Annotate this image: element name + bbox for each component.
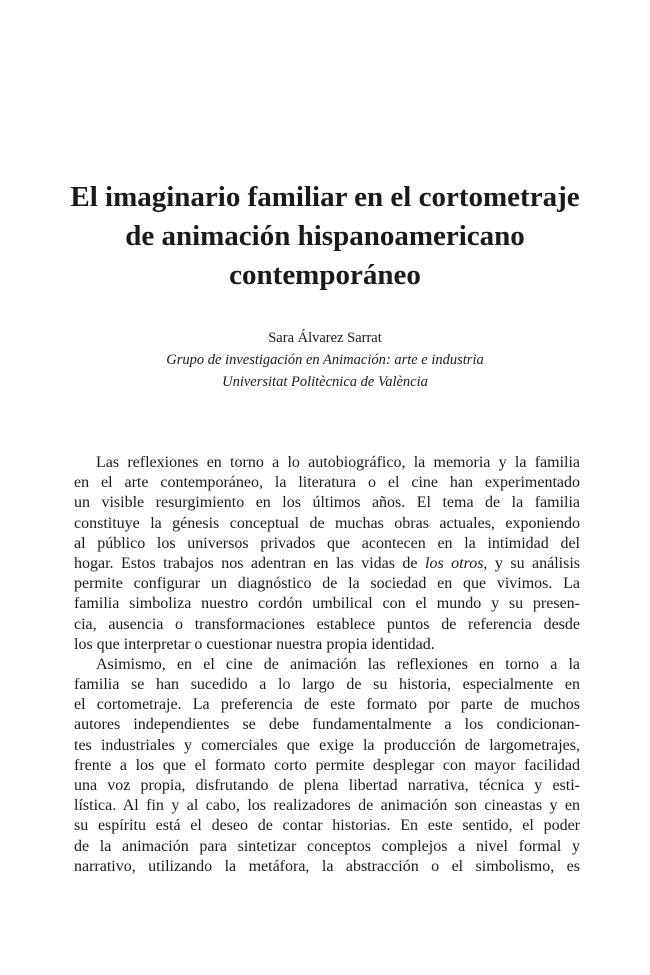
title-line: El imaginario familiar en el cortometraje bbox=[70, 181, 580, 213]
title-line: de animación hispanoamericano bbox=[125, 220, 525, 252]
body-line: el cortometraje. La preferencia de este formato por parte de muchos bbox=[74, 696, 580, 714]
body-line: los que interpretar o cuestionar nuestra propia identidad. bbox=[74, 635, 435, 653]
body-line: familia se han sucedido a lo largo de su historia, especialmente en bbox=[74, 676, 580, 694]
affiliation-university: Universitat Politècnica de València bbox=[222, 374, 428, 390]
article-title bbox=[40, 178, 610, 295]
article-body bbox=[74, 453, 580, 877]
body-text: y su análisis bbox=[494, 554, 581, 572]
author-name: Sara Álvarez Sarrat bbox=[268, 330, 382, 346]
body-line: Las reflexiones en torno a lo autobiográfico, la memoria y la familia bbox=[96, 454, 580, 471]
body-line: tes industriales y comerciales que exige la producción de largometrajes, bbox=[74, 736, 580, 754]
body-line: su espíritu está el deseo de contar historias. En este sentido, el poder bbox=[74, 817, 580, 835]
body-line: una voz propia, disfrutando de plena libertad narrativa, técnica y esti- bbox=[74, 777, 580, 794]
body-line: de la animación para sintetizar conceptos complejos a nivel formal y bbox=[74, 837, 580, 855]
body-line: familia simboliza nuestro cordón umbilical con el mundo y su presen- bbox=[74, 595, 580, 613]
body-line: cia, ausencia o transformaciones establece puntos de referencia desde bbox=[74, 615, 580, 633]
affiliation-group: Grupo de investigación en Animación: arte e industria bbox=[166, 352, 484, 368]
body-text: hogar. Estos trabajos nos adentran en las vidas de bbox=[74, 554, 418, 572]
body-line: lística. Al fin y al cabo, los realizadores de animación son cineastas y en bbox=[74, 797, 580, 815]
byline bbox=[40, 327, 610, 393]
emphasis-text: los otros, bbox=[425, 554, 488, 572]
body-line: Asimismo, en el cine de animación las reflexiones en torno a la bbox=[96, 655, 580, 673]
body-line: constituye la génesis conceptual de muchas obras actuales, exponiendo bbox=[74, 514, 580, 532]
body-line: al público los universos privados que acontecen en la intimidad del bbox=[74, 534, 580, 552]
body-line: narrativo, utilizando la metáfora, la abstracción o el simbolismo, es bbox=[74, 857, 580, 875]
body-line bbox=[74, 554, 580, 574]
body-line: frente a los que el formato corto permite desplegar con mayor facilidad bbox=[74, 756, 580, 774]
title-line: contemporáneo bbox=[229, 259, 421, 291]
body-line: autores independientes se debe fundamentalmente a los condicionan- bbox=[74, 716, 580, 734]
body-line: permite configurar un diagnóstico de la sociedad en que vivimos. La bbox=[74, 575, 580, 593]
body-line: en el arte contemporáneo, la literatura o el cine han experimentado bbox=[74, 474, 580, 492]
body-line: un visible resurgimiento en los últimos años. El tema de la familia bbox=[74, 494, 580, 512]
